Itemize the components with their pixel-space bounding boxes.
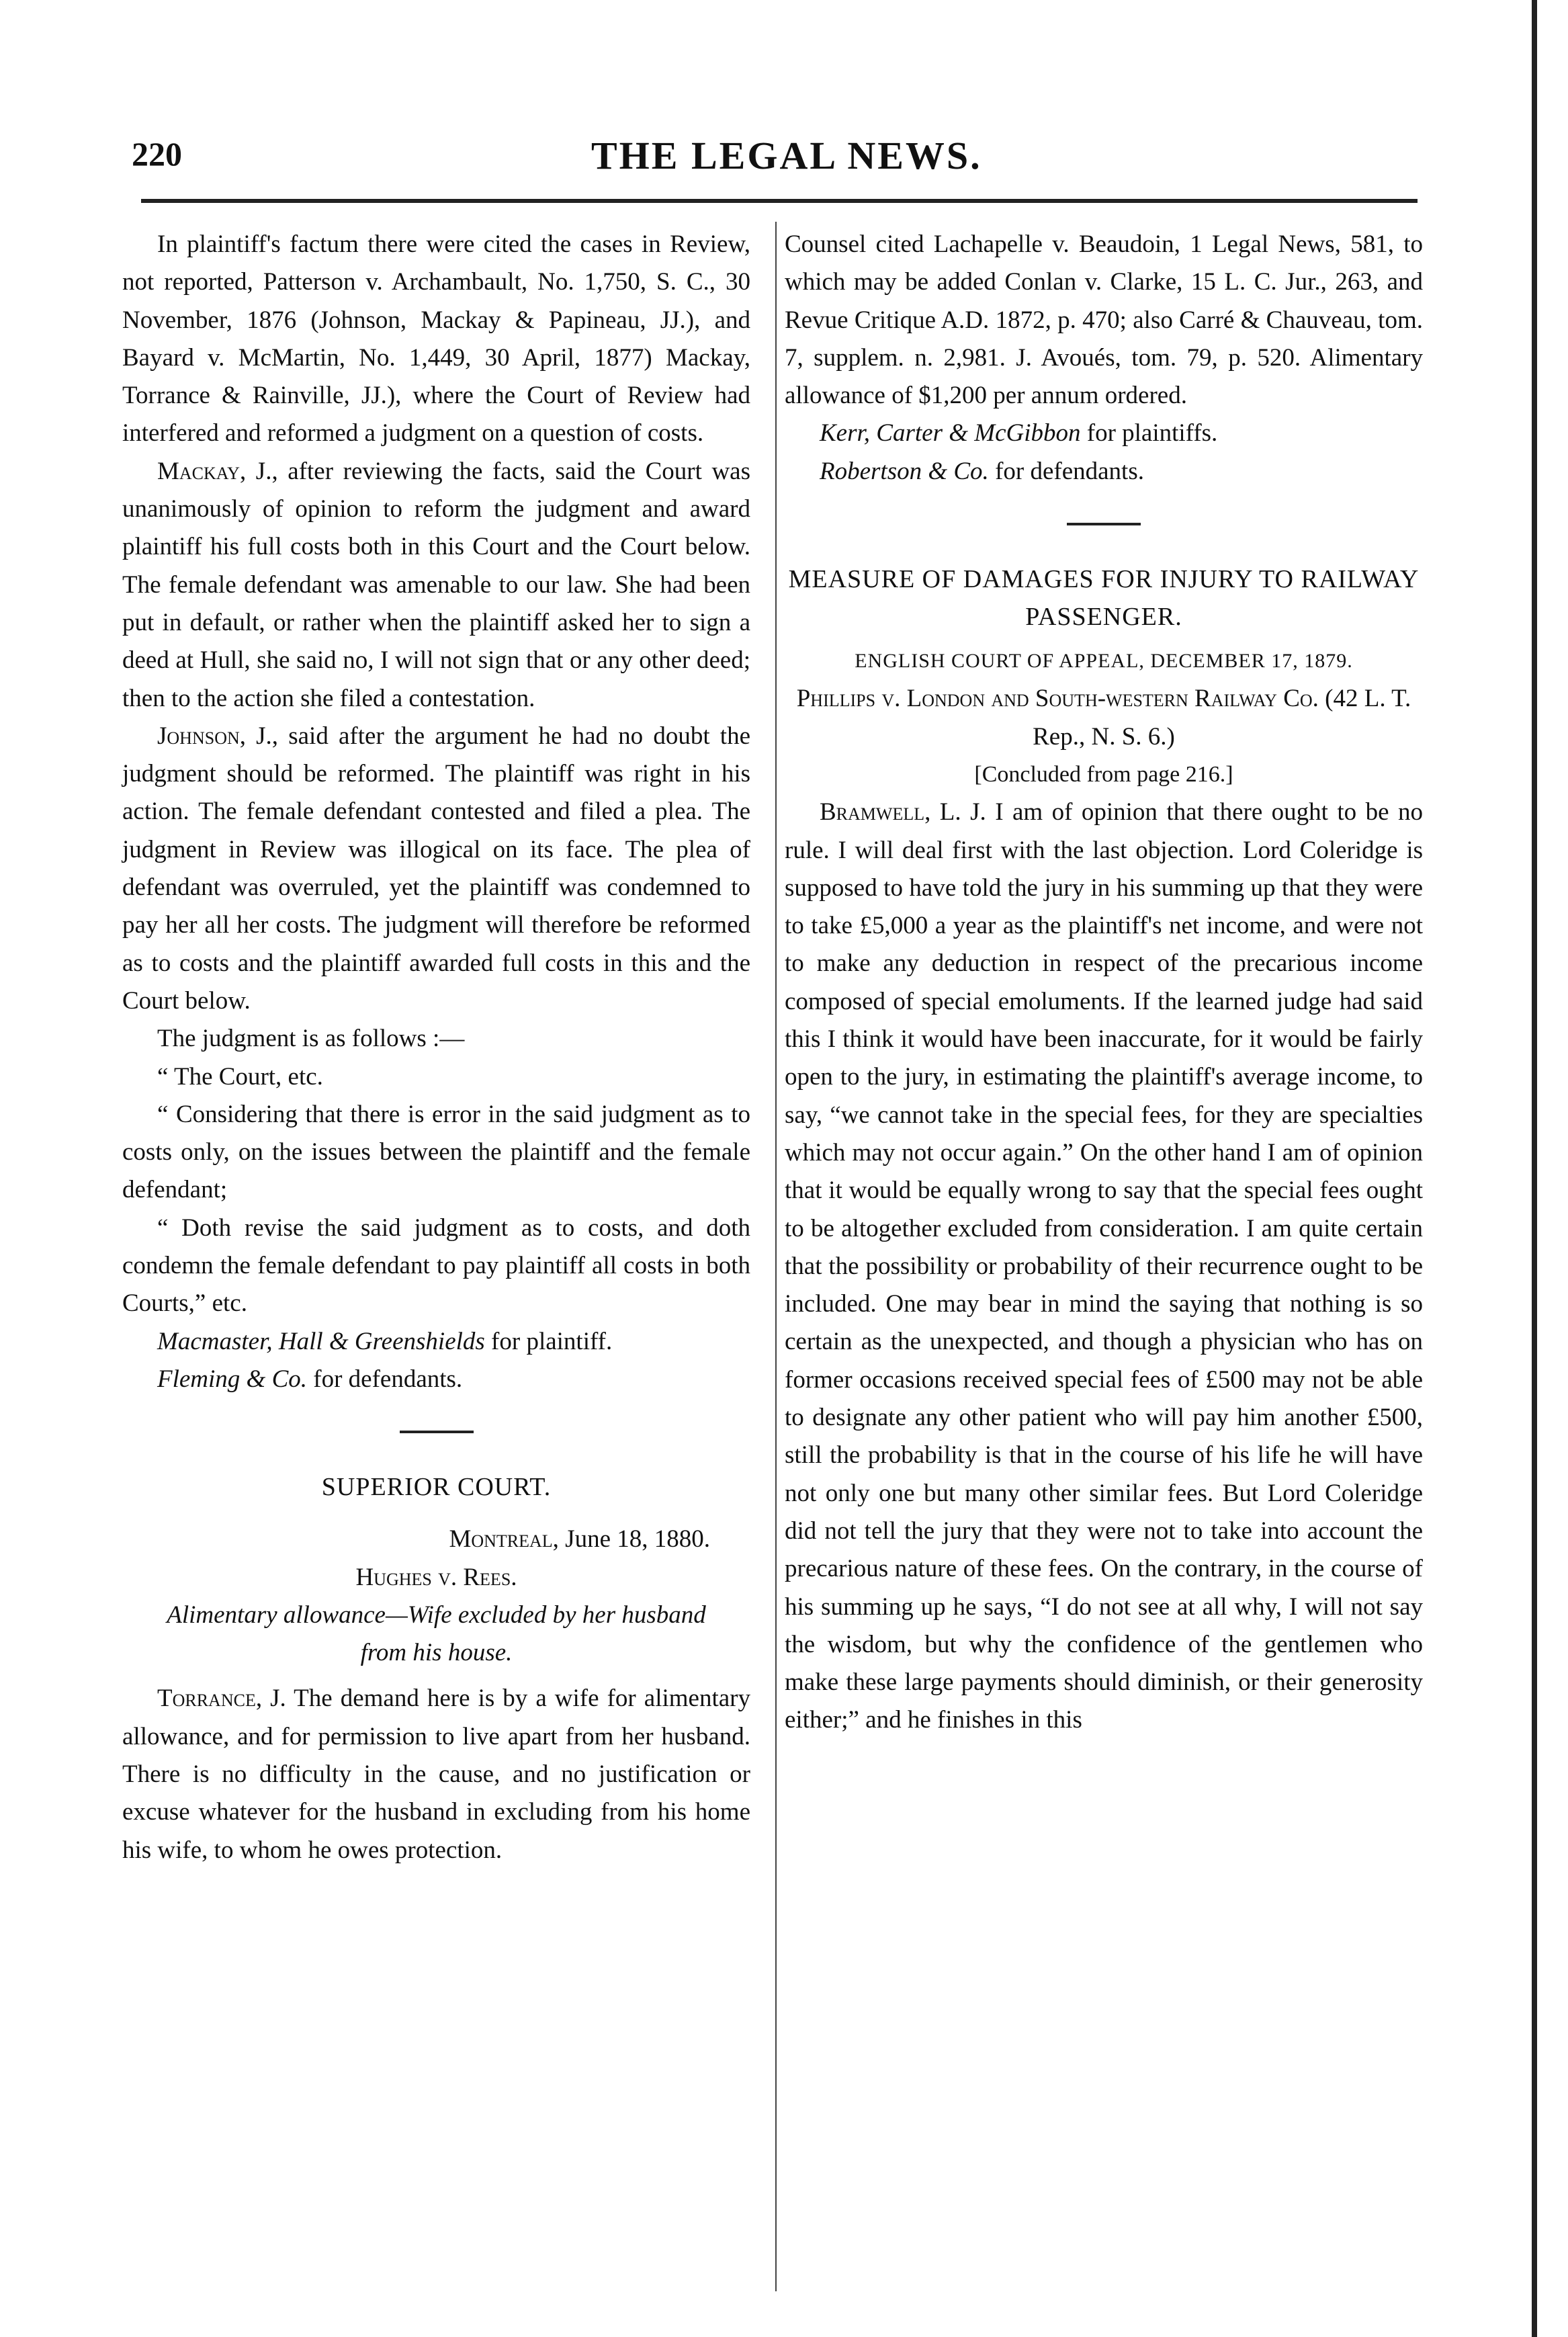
left-column	[122, 226, 750, 1869]
paragraph	[122, 1680, 750, 1869]
running-head: THE LEGAL NEWS.	[591, 134, 982, 177]
right-column	[785, 226, 1423, 1740]
page-number: 220	[132, 135, 182, 173]
column-divider	[775, 222, 777, 2291]
case-title: Hughes v. Rees.	[355, 1563, 517, 1591]
court-line: ENGLISH COURT OF APPEAL, DECEMBER 17, 1879.	[855, 650, 1353, 673]
date-place: Montreal,	[449, 1525, 559, 1554]
date-line	[122, 1521, 750, 1558]
judge-name: Johnson, J.,	[157, 722, 279, 750]
section-rule	[1067, 523, 1141, 525]
paragraph: “ The Court, etc.	[157, 1062, 323, 1091]
paragraph	[122, 453, 750, 718]
counsel-line	[785, 415, 1423, 452]
counsel-line	[785, 453, 1423, 491]
counsel-name: Kerr, Carter & McGibbon	[820, 419, 1081, 448]
paragraph: The judgment is as follows :—	[157, 1025, 465, 1053]
judge-name: Torrance, J.	[157, 1685, 286, 1713]
paragraph: “ Considering that there is error in the said judgment as to costs only, on the issues between the plaintiff and the female defendant;	[122, 1100, 750, 1204]
paragraph	[122, 718, 750, 1020]
counsel-line	[122, 1323, 750, 1361]
counsel-name: Macmaster, Hall & Greenshields	[157, 1327, 485, 1355]
paragraph: “ Doth revise the said judgment as to costs, and doth condemn the female defendant to pay plaintiff all costs in both Courts,” etc.	[122, 1214, 750, 1318]
paragraph: In plaintiff's factum there were cited the cases in Review, not reported, Patterson v. Archambault, No. 1,750, S. C., 30 November, 1876 (Johnson, Mackay & Papineau, JJ.), and Bayard v. McMartin, No. 1,449, 30 April, 1877) Mackay, Torrance & Rainville, JJ.), where the Court of Review had interfered and reformed a judgment on a question of costs.	[122, 230, 750, 448]
paragraph: Counsel cited Lachapelle v. Beaudoin, 1 Legal News, 581, to which may be added Conlan v. Clarke, 15 L. C. Jur., 263, and Revue Critique A.D. 1872, p. 470; also Carré & Chauveau, tom. 7, supplem. n. 2,981. J. Avoués, tom. 79, p. 520. Alimentary allowance of $1,200 per annum ordered.	[785, 230, 1423, 410]
counsel-name: Robertson & Co.	[820, 457, 989, 485]
judge-name: Bramwell, L. J.	[820, 798, 986, 826]
counsel-name: Fleming & Co.	[157, 1365, 308, 1393]
concluded-note: [Concluded from page 216.]	[974, 761, 1233, 787]
counsel-role: for plaintiffs.	[1080, 419, 1218, 448]
section-rule	[400, 1431, 474, 1433]
paragraph-text: The demand here is by a wife for alimentary allowance, and for permission to live apart from her husband. There is no difficulty in the cause, and no justification or excuse whatever for the husband in excluding from his home his wife, to whom he owes protection.	[122, 1685, 750, 1864]
date-text: June 18, 1880.	[558, 1525, 710, 1554]
article-heading: MEASURE OF DAMAGES FOR INJURY TO RAILWAY PASSENGER.	[788, 565, 1420, 632]
section-heading: SUPERIOR COURT.	[321, 1473, 552, 1502]
case-title-line	[785, 680, 1423, 756]
header-rule	[141, 199, 1418, 203]
counsel-role: for plaintiff.	[484, 1327, 613, 1355]
paragraph-text: after reviewing the facts, said the Court was unanimously of opinion to reform the judgment and award plaintiff his full costs both in this Court and the Court below. The female defendant was amenable to our law. She had been put in default, or rather when the plaintiff asked her to sign a deed at Hull, she said no, I will not sign that or any other deed; then to the action she filed a contestation.	[122, 457, 751, 712]
counsel-line	[122, 1361, 750, 1398]
headnote: Alimentary allowance—Wife excluded by her husband from his house.	[167, 1601, 706, 1667]
counsel-role: for defendants.	[307, 1365, 463, 1393]
paragraph	[785, 794, 1423, 1739]
counsel-role: for defendants.	[988, 457, 1144, 485]
case-title: Phillips v. London and South-western Railway Co.	[796, 685, 1319, 713]
paragraph-text: said after the argument he had no doubt the judgment should be reformed. The plaintiff was right in his action. The female defendant contested and filed a plea. The judgment in Review was illogical on its face. The plea of defendant was overruled, yet the plaintiff was condemned to pay her all her costs. The judgment will therefore be reformed as to costs and the plaintiff awarded full costs in this and the Court below.	[122, 722, 750, 1015]
judge-name: Mackay, J.,	[157, 457, 278, 485]
paragraph-text: I am of opinion that there ought to be no rule. I will deal first with the last objection. Lord Coleridge is supposed to have told the jury in his summing up that they were to take £5,000 a year as the plaintiff's net income, and were not to make any deduction in respect of the precarious income composed of special emoluments. If the learned judge had said this I think it would have been inaccurate, for it would be fairly open to the jury, in estimating the plaintiff's average income, to say, “we cannot take in the special fees, for they are specialties which may not occur again.” On the other hand I am of opinion that it would be equally wrong to say that the special fees ought to be altogether excluded from consideration. I am quite certain that the possibility or probability of their recurrence ought to be included. One may bear in mind the saying that nothing is so certain as the unexpected, and though a physician who has on former occasions received special fees of £500 may not be able to designate any other patient who will pay him another £500, still the probability is that in the course of his life he will have not only one but many other similar fees. But Lord Coleridge did not tell the jury that they were not to take into account the precarious nature of these fees. On the contrary, in the course of his summing up he says, “I do not see at all why, I will not say the wisdom, but why the confidence of the gentlemen who make these large payments should diminish, or their generosity either;” and he finishes in this	[785, 798, 1423, 1734]
case-reference: (42 L. T. Rep., N. S. 6.)	[1033, 685, 1411, 751]
page-edge	[1532, 0, 1537, 2337]
